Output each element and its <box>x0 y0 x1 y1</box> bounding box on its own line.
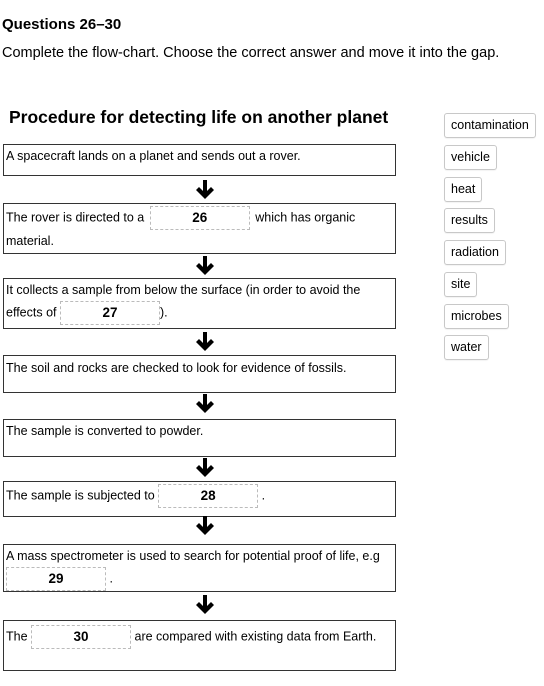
step-3-text-after: ). <box>159 305 168 320</box>
question-title: Questions 26–30 <box>2 16 122 33</box>
option-radiation[interactable]: radiation <box>444 240 506 265</box>
flow-step-5 <box>3 419 396 457</box>
arrow-down-icon <box>194 594 216 616</box>
step-2-text-line2: material. <box>6 234 54 248</box>
step-6-text-after: . <box>261 488 266 503</box>
step-8-text-after: are compared with existing data from Earth. <box>134 629 377 644</box>
gap-27[interactable]: 27 <box>60 301 160 325</box>
step-3-text-before: effects of <box>6 305 57 320</box>
step-6-text-before: The sample is subjected to <box>6 488 155 503</box>
option-contamination[interactable]: contamination <box>444 113 536 138</box>
option-site[interactable]: site <box>444 272 477 297</box>
flow-step-2 <box>3 203 396 254</box>
gap-30[interactable]: 30 <box>31 625 131 649</box>
step-7-text-after: . <box>109 571 113 586</box>
flow-step-1 <box>3 144 396 176</box>
gap-26[interactable]: 26 <box>150 206 250 230</box>
step-8-text-before: The <box>6 629 28 644</box>
arrow-down-icon <box>194 515 216 537</box>
flow-step-7 <box>3 544 396 592</box>
flowchart-title: Procedure for detecting life on another planet <box>9 107 389 127</box>
flow-step-4 <box>3 355 396 393</box>
instruction-text: Complete the flow-chart. Choose the correct answer and move it into the gap. <box>2 45 500 61</box>
arrow-down-icon <box>194 457 216 479</box>
flow-step-3 <box>3 278 396 329</box>
step-2-text-after: which has organic <box>255 210 356 225</box>
arrow-down-icon <box>194 179 216 201</box>
gap-29[interactable]: 29 <box>6 567 106 591</box>
option-vehicle[interactable]: vehicle <box>444 145 497 170</box>
step-2-text-before: The rover is directed to a <box>6 210 145 225</box>
flow-step-8 <box>3 620 396 671</box>
step-4-text: The soil and rocks are checked to look for evidence of fossils. <box>6 361 347 375</box>
step-1-text: A spacecraft lands on a planet and sends out a rover. <box>6 149 301 163</box>
step-7-text-line1: A mass spectrometer is used to search for potential proof of life, e.g <box>6 549 380 563</box>
flow-step-6 <box>3 481 396 517</box>
gap-28[interactable]: 28 <box>158 484 258 508</box>
option-microbes[interactable]: microbes <box>444 304 509 329</box>
option-heat[interactable]: heat <box>444 177 482 202</box>
step-5-text: The sample is converted to powder. <box>6 424 204 438</box>
arrow-down-icon <box>194 255 216 277</box>
arrow-down-icon <box>194 331 216 353</box>
step-3-text-line1: It collects a sample from below the surface (in order to avoid the <box>6 283 361 297</box>
option-water[interactable]: water <box>444 335 489 360</box>
option-results[interactable]: results <box>444 208 495 233</box>
arrow-down-icon <box>194 393 216 415</box>
